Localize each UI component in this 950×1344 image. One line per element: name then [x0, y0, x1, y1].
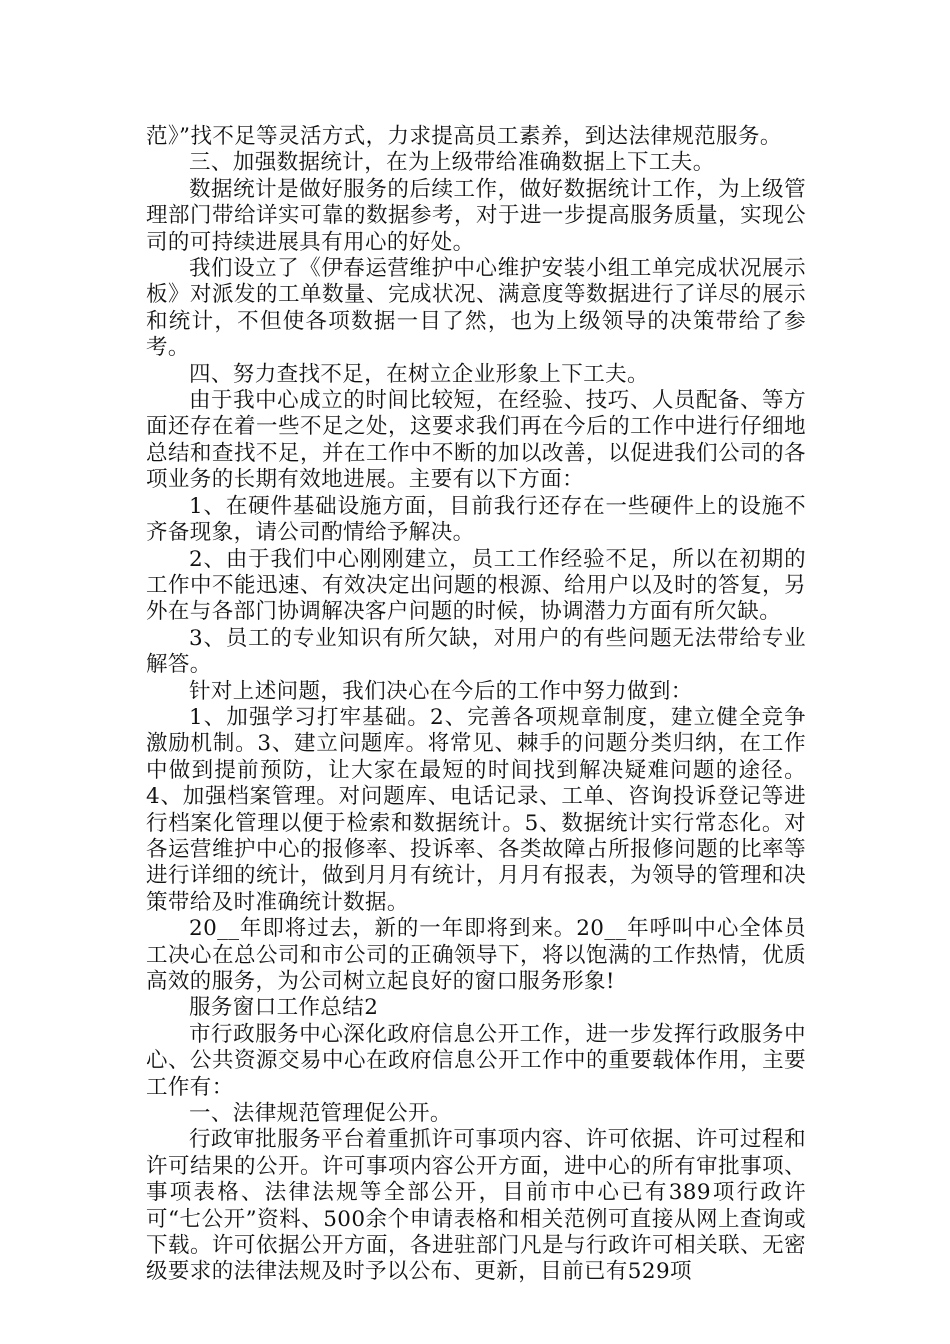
paragraph-16: 行政审批服务平台着重抓许可事项内容、许可依据、许可过程和许可结果的公开。许可事项内容公开方面，进中心的所有审批事项、事项表格、法律法规等全部公开，目前市中心已有389项行政许可“七公开”资料、500余个申请表格和相关范例可直接从网上查询或下载。许可依据公开方面，各进驻部门凡是与行政许可相关联、无密级要求的法律法规及时予以公布、更新，目前已有529项	[146, 1127, 806, 1285]
paragraph-11: 1、加强学习打牢基础。2、完善各项规章制度，建立健全竞争激励机制。3、建立问题库。将常见、棘手的问题分类归纳，在工作中做到提前预防，让大家在最短的时间找到解决疑难问题的途径。4、加强档案管理。对问题库、电话记录、工单、咨询投诉登记等进行档案化管理以便于检索和数据统计。5、数据统计实行常态化。对各运营维护中心的报修率、投诉率、各类故障占所报修问题的比率等进行详细的统计，做到月月有统计，月月有报表，为领导的管理和决策带给及时准确统计数据。	[146, 704, 806, 915]
list-item-2: 2、由于我们中心刚刚建立，员工工作经验不足，所以在初期的工作中不能迅速、有效决定出问题的根源、给用户以及时的答复，另外在与各部门协调解决客户问题的时候，协调潜力方面有所欠缺。	[146, 546, 806, 625]
paragraph-3: 数据统计是做好服务的后续工作，做好数据统计工作，为上级管理部门带给详实可靠的数据参考，对于进一步提高服务质量，实现公司的可持续进展具有用心的好处。	[146, 176, 806, 255]
paragraph-14: 市行政服务中心深化政府信息公开工作，进一步发挥行政服务中心、公共资源交易中心在政府信息公开工作中的重要载体作用，主要工作有：	[146, 1021, 806, 1100]
paragraph-4: 我们设立了《伊春运营维护中心维护安装小组工单完成状况展示板》对派发的工单数量、完成状况、满意度等数据进行了详尽的展示和统计，不但使各项数据一目了然，也为上级领导的决策带给了参考。	[146, 256, 806, 361]
paragraph-1: 范》”找不足等灵活方式，力求提高员工素养，到达法律规范服务。	[146, 124, 782, 149]
paragraph-12: 20__年即将过去，新的一年即将到来。20__年呼叫中心全体员工决心在总公司和市公司的正确领导下，将以饱满的工作热情，优质高效的服务，为公司树立起良好的窗口服务形象!	[146, 916, 806, 994]
document-page	[146, 124, 806, 1286]
section-heading-4: 四、努力查找不足，在树立企业形象上下工夫。	[189, 361, 649, 387]
paragraph-10: 针对上述问题，我们决心在今后的工作中努力做到：	[189, 678, 693, 704]
list-item-1: 1、在硬件基础设施方面，目前我行还存在一些硬件上的设施不齐备现象，请公司酌情给予解决。	[146, 493, 806, 546]
section-heading-3: 三、加强数据统计，在为上级带给准确数据上下工夫。	[189, 150, 715, 176]
paragraph-6: 由于我中心成立的时间比较短，在经验、技巧、人员配备、等方面还存在着一些不足之处，这要求我们再在今后的工作中进行仔细地总结和查找不足，并在工作中不断的加以改善，以促进我们公司的各项业务的长期有效地进展。主要有以下方面：	[146, 388, 806, 493]
list-item-3: 3、员工的专业知识有所欠缺，对用户的有些问题无法带给专业解答。	[146, 625, 806, 678]
section-heading-1: 一、法律规范管理促公开。	[189, 1101, 452, 1127]
document-subtitle: 服务窗口工作总结2	[189, 995, 379, 1021]
